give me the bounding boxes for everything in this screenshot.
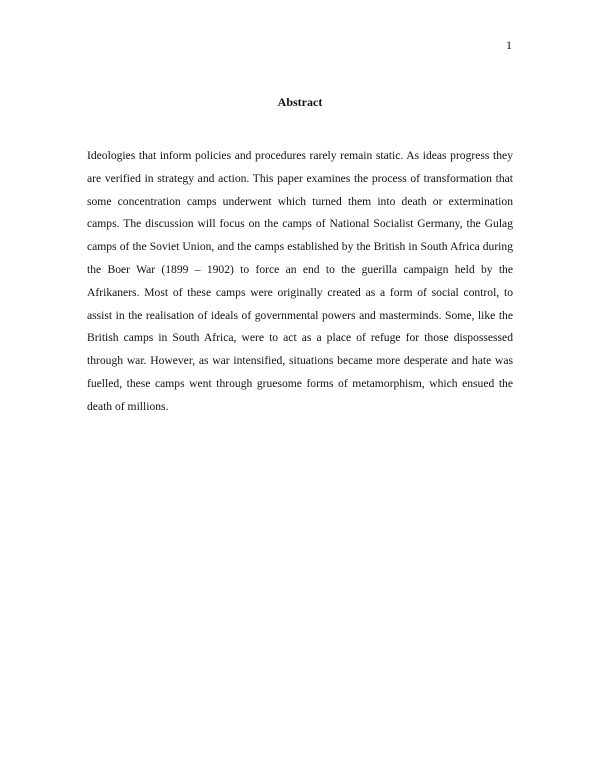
- abstract-paragraph: Ideologies that inform policies and procedures rarely remain static. As ideas progress they are verified in strategy and action. This paper examines the process of transformation that some concentration camps underwent which turned them into death or extermination camps. The discussion will focus on the camps of National Socialist Germany, the Gulag camps of the Soviet Union, and the camps established by the British in South Africa during the Boer War (1899 – 1902) to force an end to the guerilla campaign held by the Afrikaners. Most of these camps were originally created as a form of social control, to assist in the realisation of ideals of governmental powers and masterminds. Some, like the British camps in South Africa, were to act as a place of refuge for those dispossessed through war. However, as war intensified, situations became more desperate and hate was fuelled, these camps went through gruesome forms of metamorphism, which ensued the death of millions.: [87, 149, 513, 413]
- abstract-heading: Abstract: [277, 95, 323, 109]
- page-number: 1: [506, 38, 512, 52]
